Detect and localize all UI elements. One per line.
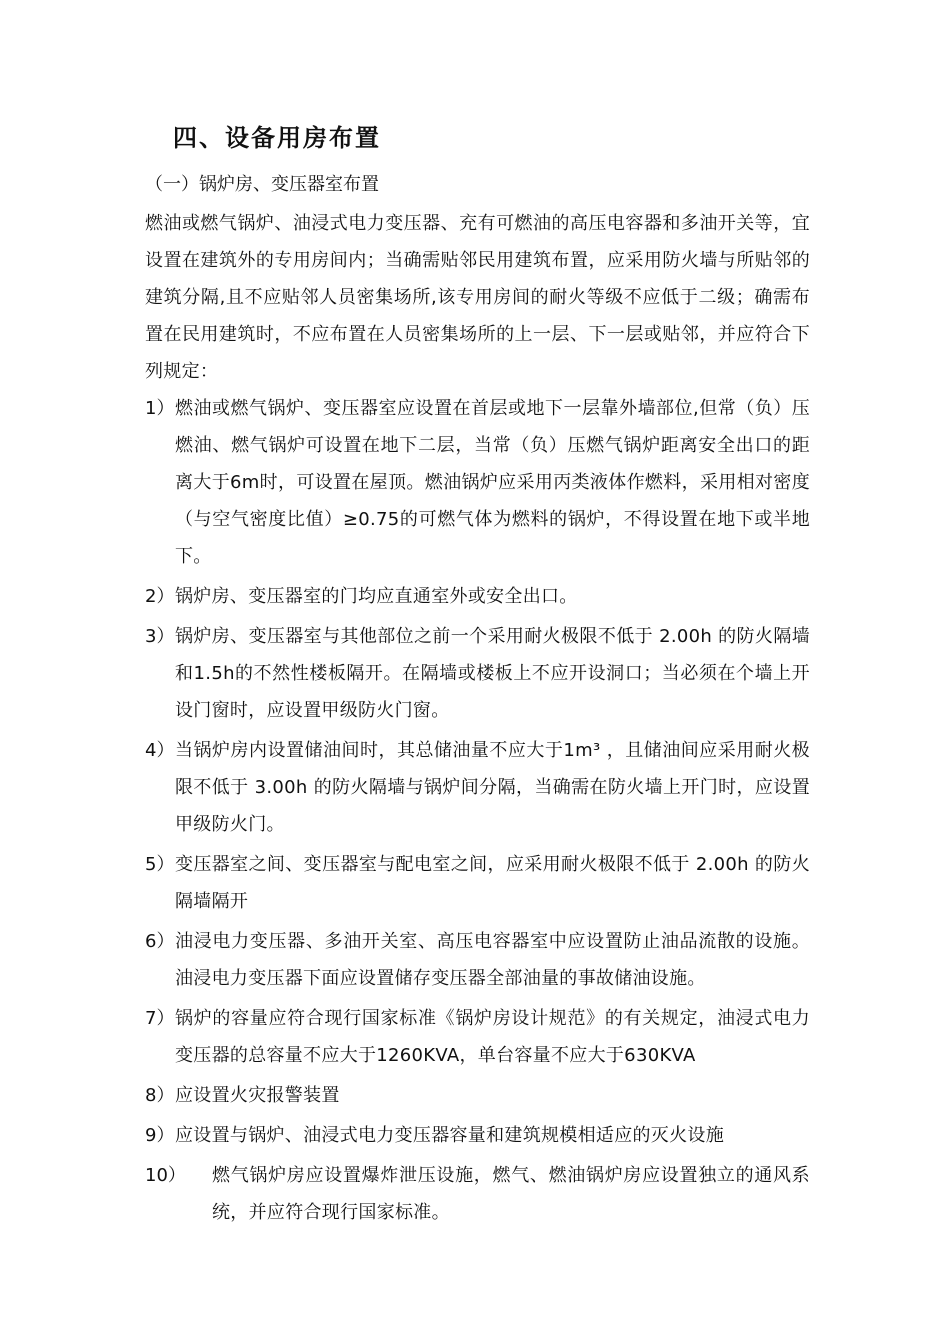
list-item-number: 8） [145,1085,175,1106]
list-item-text: 油浸电力变压器、多油开关室、高压电容器室中应设置防止油品流散的设施。油浸电力变压器下面应设置储存变压器全部油量的事故储油设施。 [175,931,810,989]
list-item-text: 当锅炉房内设置储油间时，其总储油量不应大于1m³ ，且储油间应采用耐火极限不低于 3.00h 的防火隔墙与锅炉间分隔，当确需在防火墙上开门时，应设置甲级防火门。 [175,740,810,835]
list-item-text: 燃油或燃气锅炉、变压器室应设置在首层或地下一层靠外墙部位,但常（负）压燃油、燃气锅炉可设置在地下二层，当常（负）压燃气锅炉距离安全出口的距离大于6m时，可设置在屋顶。燃油锅炉应采用丙类液体作燃料，采用相对密度（与空气密度比值）≥0.75的可燃气体为燃料的锅炉，不得设置在地下或半地下。 [175,398,810,567]
list-item [145,390,810,575]
list-item-text: 变压器室之间、变压器室与配电室之间，应采用耐火极限不低于 2.00h 的防火隔墙隔开 [175,854,810,912]
list-item [145,1157,810,1231]
subsection-heading: （一）锅炉房、变压器室布置 [145,174,379,195]
list-item [145,1000,810,1074]
list-item-number: 2） [145,586,175,607]
list-item [145,846,810,920]
list-item [145,578,810,615]
list-item-text: 应设置与锅炉、油浸式电力变压器容量和建筑规模相适应的灭火设施 [175,1125,724,1146]
list-item [145,923,810,997]
list-item [145,1117,810,1154]
list-item-number: 6） [145,931,175,952]
list-item-number: 3） [145,626,175,647]
section-heading: 四、设备用房布置 [173,124,381,152]
list-item [145,1077,810,1114]
list-item-text: 锅炉房、变压器室的门均应直通室外或安全出口。 [175,586,578,607]
list-item-number: 5） [145,854,175,875]
list-item-text: 锅炉房、变压器室与其他部位之前一个采用耐火极限不低于 2.00h 的防火隔墙和1.5h的不然性楼板隔开。在隔墙或楼板上不应开设洞口；当必须在个墙上开设门窗时，应设置甲级防火门窗。 [175,626,810,721]
list-item [145,618,810,729]
list-item-text: 应设置火灾报警装置 [175,1085,340,1106]
list-item-number: 7） [145,1008,175,1029]
list-item-number: 1） [145,398,175,419]
list-item-number: 4） [145,740,175,761]
list-item-text: 锅炉的容量应符合现行国家标准《锅炉房设计规范》的有关规定，油浸式电力变压器的总容量不应大于1260KVA，单台容量不应大于630KVA [175,1008,810,1066]
regulation-list [145,390,810,1234]
list-item-number: 9） [145,1125,175,1146]
list-item-text: 燃气锅炉房应设置爆炸泄压设施，燃气、燃油锅炉房应设置独立的通风系统，并应符合现行国家标准。 [212,1165,810,1223]
intro-paragraph: 燃油或燃气锅炉、油浸式电力变压器、充有可燃油的高压电容器和多油开关等，宜设置在建筑外的专用房间内；当确需贴邻民用建筑布置，应采用防火墙与所贴邻的建筑分隔,且不应贴邻人员密集场所,该专用房间的耐火等级不应低于二级；确需布置在民用建筑时，不应布置在人员密集场所的上一层、下一层或贴邻，并应符合下列规定： [145,213,810,382]
list-item-number: 10） [145,1165,186,1186]
list-item [145,732,810,843]
